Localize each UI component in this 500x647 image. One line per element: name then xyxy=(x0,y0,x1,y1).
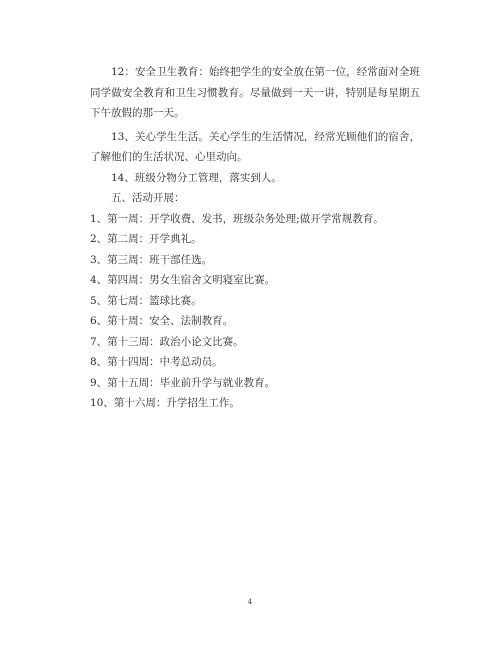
section-heading-activities: 五、活动开展： xyxy=(111,192,185,204)
list-item: 3、第三周：班干部任选。 xyxy=(90,253,213,266)
activity-list xyxy=(90,209,420,414)
list-item: 2、第二周：开学典礼。 xyxy=(90,233,202,245)
list-item: 10、第十六周：升学招生工作。 xyxy=(90,397,240,409)
page-body xyxy=(90,62,420,414)
list-item: 6、第十周：安全、法制教育。 xyxy=(90,315,234,327)
paragraph-student-life: 13、关心学生生活。关心学生的生活情况，经常光顾他们的宿舍，了解他们的生活状况、心里动向。 xyxy=(90,130,420,163)
list-item: 4、第四周：男女生宿舍文明寝室比赛。 xyxy=(90,274,276,286)
page-number: 4 xyxy=(247,597,253,606)
list-item: 1、第一周：开学收费、发书，班级杂务处理;做开学常规教育。 xyxy=(90,212,384,225)
list-item: 5、第七周：篮球比赛。 xyxy=(90,294,202,307)
paragraph-class-management: 14、班级分物分工管理，落实到人。 xyxy=(111,171,282,184)
list-item: 7、第十三周：政治小论文比赛。 xyxy=(90,335,244,348)
list-item: 8、第十四周：中考总动员。 xyxy=(90,356,223,368)
paragraph-safety-education: 12：安全卫生教育：始终把学生的安全放在第一位，经常面对全班同学做安全教育和卫生习惯教育。尽量做到一天一讲，特别是每星期五下午放假的那一天。 xyxy=(90,66,420,119)
list-item: 9、第十五周：毕业前升学与就业教育。 xyxy=(90,376,276,389)
